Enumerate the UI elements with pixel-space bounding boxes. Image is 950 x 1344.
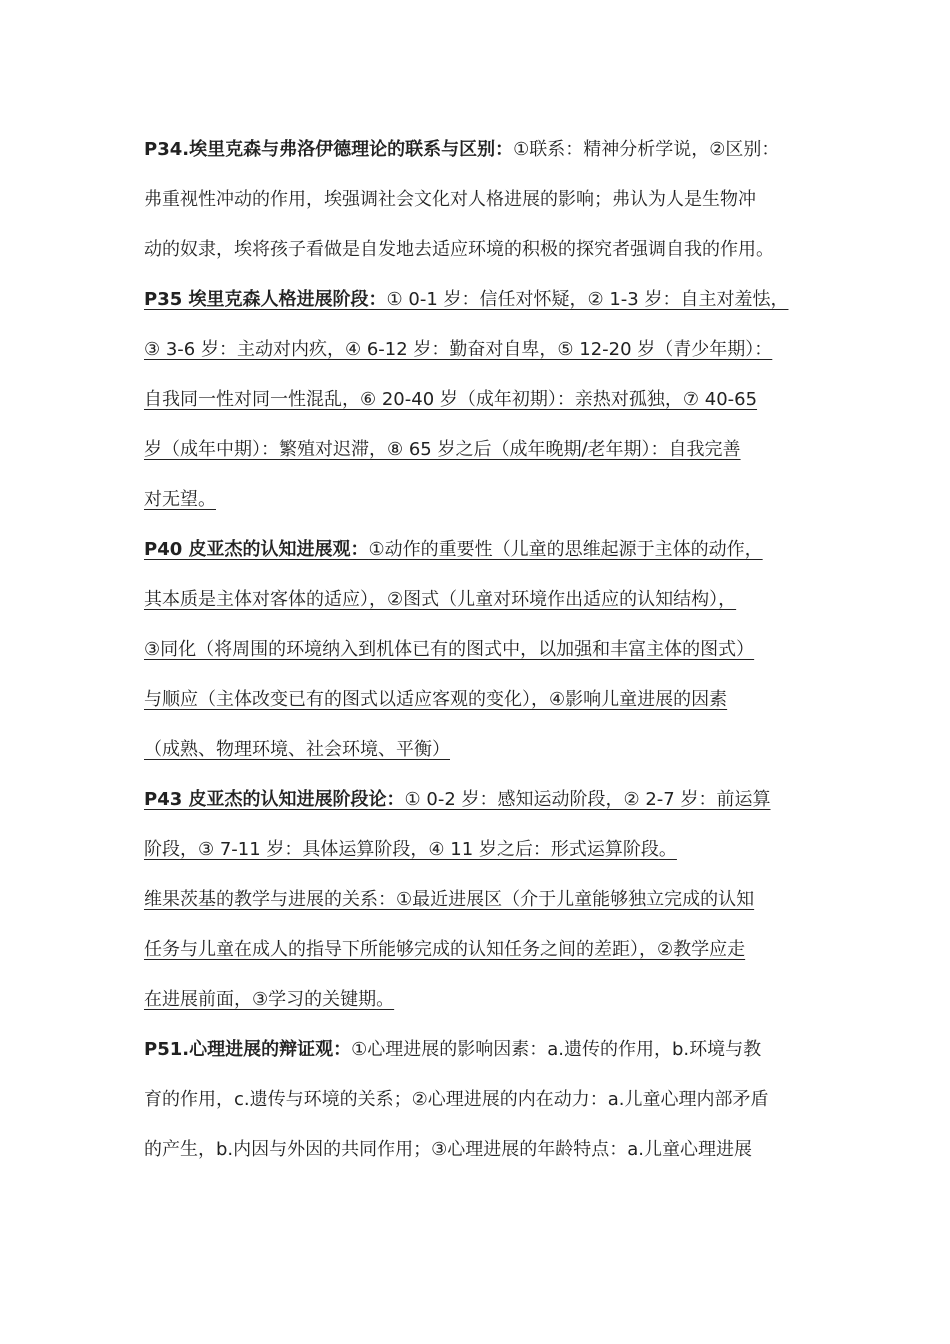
p35-line-2: ③ 3-6 岁：主动对内疚，④ 6-12 岁：勤奋对自卑，⑤ 12-20 岁（青少年期）： [144, 339, 773, 360]
p34-line-2: 弗重视性冲动的作用，埃强调社会文化对人格进展的影响；弗认为人是生物冲 [144, 189, 756, 210]
p51-text: ①心理进展的影响因素：a.遗传的作用，b.环境与教 [351, 1039, 762, 1060]
p43-line-1 [144, 788, 770, 812]
p40-text: ①动作的重要性（儿童的思维起源于主体的动作， [368, 539, 763, 560]
p43-line-2: 阶段，③ 7-11 岁：具体运算阶段，④ 11 岁之后：形式运算阶段。 [144, 839, 677, 860]
p35-line-5: 对无望。 [144, 489, 216, 510]
vygotsky-line-2: 任务与儿童在成人的指导下所能够完成的认知任务之间的差距），②教学应走 [144, 939, 746, 960]
p43-heading: P43 皮亚杰的认知进展阶段论： [144, 789, 405, 810]
p51-line-3: 的产生，b.内因与外因的共同作用；③心理进展的年龄特点：a.儿童心理进展 [144, 1139, 753, 1160]
p35-heading: P35 埃里克森人格进展阶段： [144, 289, 387, 310]
p40-line-4: 与顺应（主体改变已有的图式以适应客观的变化），④影响儿童进展的因素 [144, 689, 728, 710]
p40-heading: P40 皮亚杰的认知进展观： [144, 539, 369, 560]
vygotsky-line-3: 在进展前面，③学习的关键期。 [144, 989, 395, 1010]
p51-heading: P51.心理进展的辩证观： [144, 1039, 352, 1060]
p40-line-2: 其本质是主体对客体的适应），②图式（儿童对环境作出适应的认知结构）， [144, 589, 737, 610]
p35-line-1 [144, 288, 788, 312]
p34-heading: P34.埃里克森与弗洛伊德理论的联系与区别： [144, 139, 514, 160]
p40-line-3: ③同化（将周围的环境纳入到机体已有的图式中，以加强和丰富主体的图式） [144, 639, 755, 660]
p34-line-3: 动的奴隶，埃将孩子看做是自发地去适应环境的积极的探究者强调自我的作用。 [144, 239, 774, 260]
p34-line-1 [144, 138, 779, 162]
p35-text: ① 0-1 岁：信任对怀疑，② 1-3 岁：自主对羞怯， [386, 289, 789, 310]
p51-line-1 [144, 1038, 761, 1062]
p40-line-5: （成熟、物理环境、社会环境、平衡） [144, 739, 450, 760]
p51-line-2: 育的作用，c.遗传与环境的关系；②心理进展的内在动力：a.儿童心理内部矛盾 [144, 1089, 769, 1110]
p43-text: ① 0-2 岁：感知运动阶段，② 2-7 岁：前运算 [404, 789, 771, 810]
vygotsky-line-1: 维果茨基的教学与进展的关系：①最近进展区（介于儿童能够独立完成的认知 [144, 889, 755, 910]
p35-line-3: 自我同一性对同一性混乱，⑥ 20-40 岁（成年初期）：亲热对孤独，⑦ 40-65 [144, 389, 758, 410]
p34-text: ①联系：精神分析学说，②区别： [513, 139, 780, 160]
p35-line-4: 岁（成年中期）：繁殖对迟滞，⑧ 65 岁之后（成年晚期/老年期）：自我完善 [144, 439, 741, 460]
p40-line-1 [144, 538, 763, 562]
